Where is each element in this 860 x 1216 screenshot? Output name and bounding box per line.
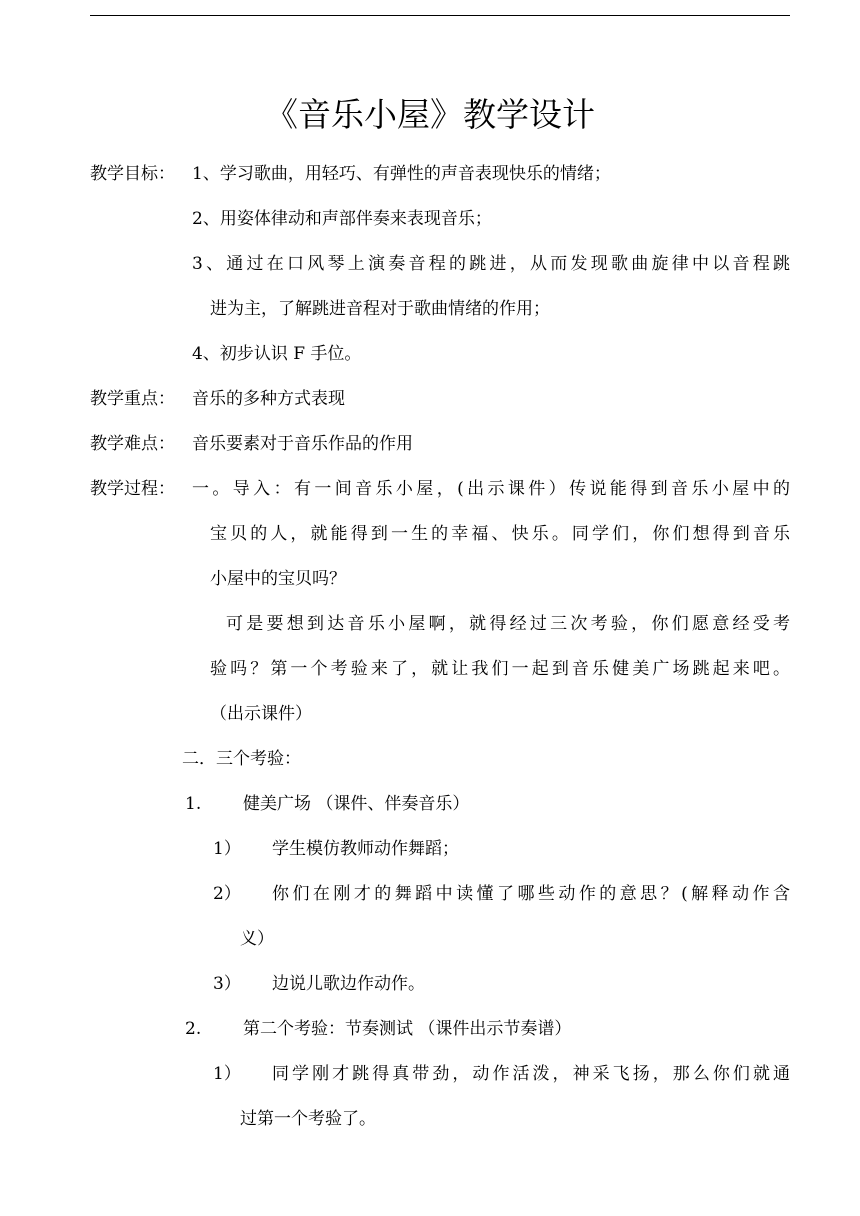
- test-1-sub-2-continued: 义）: [240, 929, 274, 949]
- header-rule: [90, 15, 790, 16]
- goal-item-3-line-1: 3、通过在口风琴上演奏音程的跳进，从而发现歌曲旋律中以音程跳: [192, 254, 790, 274]
- paragraph-line-3: （出示课件）: [210, 704, 312, 724]
- intro-line-1: 一。导入：有一间音乐小屋，(出示课件）传说能得到音乐小屋中的: [192, 479, 790, 499]
- test-1-number: 1.: [185, 794, 202, 814]
- page-title: 《音乐小屋》教学设计: [265, 95, 595, 134]
- goal-item-1: 1、学习歌曲，用轻巧、有弹性的声音表现快乐的情绪；: [192, 164, 611, 184]
- test-1-sub-3-text: 边说儿歌边作动作。: [272, 974, 425, 994]
- goal-item-3-line-2: 进为主，了解跳进音程对于歌曲情绪的作用；: [210, 299, 550, 319]
- goals-label: 教学目标：: [90, 164, 175, 184]
- intro-line-3: 小屋中的宝贝吗？: [210, 569, 346, 589]
- paragraph-line-2: 验吗？第一个考验来了，就让我们一起到音乐健美广场跳起来吧。: [210, 659, 790, 679]
- process-label: 教学过程：: [90, 479, 175, 499]
- test-1-sub-1-number: 1）: [213, 839, 241, 859]
- test-2-text: 第二个考验：节奏测试 （课件出示节奏谱）: [243, 1019, 572, 1039]
- goal-item-4: 4、初步认识 F 手位。: [192, 344, 362, 364]
- test-1-sub-1-text: 学生模仿教师动作舞蹈；: [272, 839, 459, 859]
- intro-line-2: 宝贝的人，就能得到一生的幸福、快乐。同学们，你们想得到音乐: [210, 524, 790, 544]
- test-1-text: 健美广场 （课件、伴奏音乐）: [243, 794, 470, 814]
- test-1-sub-2-number: 2）: [213, 884, 241, 904]
- test-2-sub-1-continued: 过第一个考验了。: [240, 1109, 376, 1129]
- test-2-number: 2.: [185, 1019, 202, 1039]
- test-2-sub-1-number: 1）: [213, 1064, 241, 1084]
- test-1-sub-3-number: 3）: [213, 974, 241, 994]
- paragraph-line-1: 可是要想到达音乐小屋啊，就得经过三次考验，你们愿意经受考: [226, 614, 790, 634]
- test-2-sub-1-text: 同学刚才跳得真带劲，动作活泼，神采飞扬，那么你们就通: [272, 1064, 790, 1084]
- difficulty-text: 音乐要素对于音乐作品的作用: [192, 434, 413, 454]
- key-point-label: 教学重点：: [90, 389, 175, 409]
- test-1-sub-2-text: 你们在刚才的舞蹈中读懂了哪些动作的意思？(解释动作含: [272, 884, 790, 904]
- key-point-text: 音乐的多种方式表现: [192, 389, 345, 409]
- goal-item-2: 2、用姿体律动和声部伴奏来表现音乐；: [192, 209, 492, 229]
- section-2-heading: 二．三个考验：: [182, 749, 301, 769]
- difficulty-label: 教学难点：: [90, 434, 175, 454]
